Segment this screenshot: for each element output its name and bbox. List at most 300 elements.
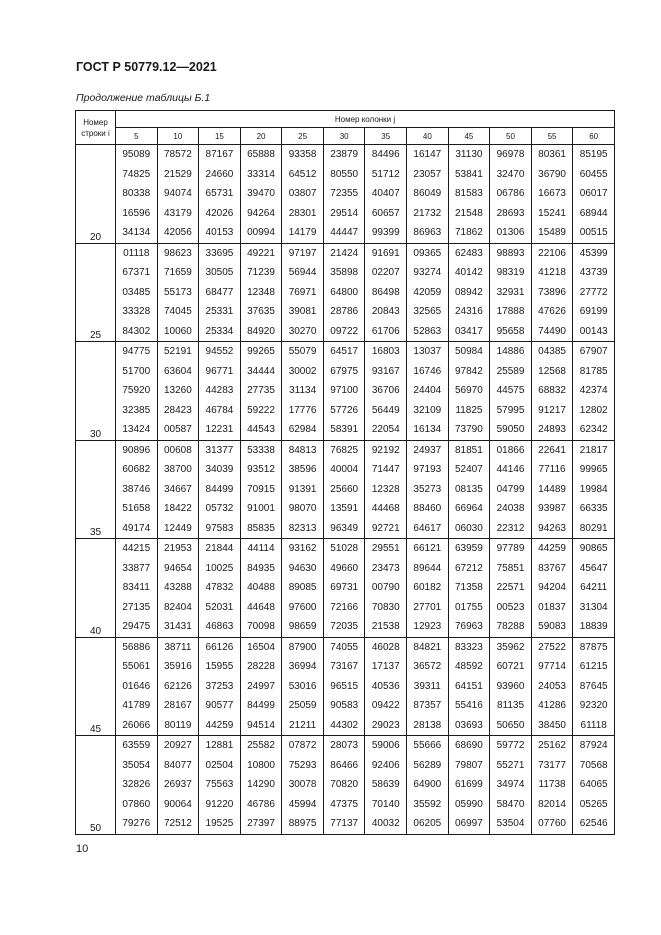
random-number: 71239 — [247, 267, 275, 278]
table-cell — [407, 637, 449, 736]
random-number: 21529 — [163, 168, 192, 180]
random-number: 09365 — [413, 247, 442, 259]
random-number: 44283 — [205, 385, 234, 396]
table-cell — [365, 342, 407, 441]
table-cell — [531, 243, 573, 342]
random-number: 21211 — [289, 719, 317, 731]
random-number: 05265 — [579, 798, 608, 810]
random-number: 72355 — [330, 188, 359, 199]
random-number: 36790 — [538, 168, 566, 180]
random-number: 46863 — [205, 621, 234, 632]
random-number: 21732 — [413, 207, 442, 219]
random-number: 28423 — [163, 404, 192, 416]
table-cell — [199, 736, 241, 835]
random-number: 60721 — [496, 661, 525, 672]
table-cell — [157, 637, 199, 736]
random-number: 21953 — [163, 543, 192, 554]
random-number: 08135 — [455, 483, 483, 495]
random-number: 45399 — [579, 247, 608, 259]
random-number: 68944 — [579, 207, 608, 219]
random-number: 82313 — [288, 522, 317, 534]
random-number: 98070 — [288, 503, 317, 514]
random-number: 93162 — [288, 543, 317, 554]
random-number: 35916 — [163, 661, 192, 672]
table-cell — [199, 637, 241, 736]
random-number: 94514 — [247, 719, 275, 731]
random-number: 34039 — [205, 464, 234, 475]
random-number: 84499 — [247, 700, 275, 711]
random-number: 06997 — [455, 818, 483, 829]
random-number: 96978 — [496, 149, 525, 160]
random-number: 38700 — [163, 464, 192, 475]
random-number: 14290 — [247, 779, 275, 790]
random-number: 75563 — [205, 779, 234, 790]
random-number: 67975 — [330, 365, 359, 377]
random-number: 97714 — [538, 661, 566, 672]
random-number: 10025 — [205, 562, 234, 574]
random-number: 86049 — [413, 188, 442, 199]
table-row-group — [76, 736, 615, 835]
random-number: 94204 — [538, 582, 566, 593]
random-number: 17137 — [371, 661, 400, 672]
table-cell — [407, 145, 449, 244]
random-number: 16746 — [413, 365, 442, 377]
random-number: 22106 — [538, 247, 566, 259]
random-number: 00994 — [247, 227, 275, 238]
random-number: 33695 — [205, 247, 234, 259]
random-number: 87900 — [288, 641, 317, 653]
random-number: 71447 — [371, 464, 400, 475]
random-number: 38450 — [538, 719, 566, 731]
random-number: 98893 — [496, 247, 525, 259]
table-cell — [365, 440, 407, 539]
random-number: 84821 — [413, 641, 442, 653]
random-number: 27397 — [247, 818, 275, 829]
random-number: 42374 — [579, 385, 608, 396]
random-number: 21538 — [371, 621, 400, 632]
random-number: 93512 — [247, 464, 275, 475]
random-number: 25660 — [330, 483, 359, 495]
random-number: 44146 — [496, 464, 525, 475]
random-number: 34444 — [247, 365, 275, 377]
table-cell — [323, 243, 365, 342]
random-number: 74490 — [538, 325, 566, 337]
random-number: 99965 — [579, 464, 608, 475]
random-number: 21548 — [455, 207, 483, 219]
random-number: 87924 — [579, 740, 608, 751]
random-number: 88460 — [413, 503, 442, 514]
table-cell — [282, 145, 324, 244]
random-number: 52191 — [163, 346, 192, 357]
random-number: 12328 — [371, 483, 400, 495]
random-number: 73167 — [330, 661, 359, 672]
random-number: 83411 — [122, 582, 150, 593]
random-number: 62126 — [163, 680, 192, 692]
random-number: 28228 — [247, 661, 275, 672]
random-number: 64512 — [288, 168, 317, 180]
random-number: 84499 — [205, 483, 234, 495]
table-caption: Продолжение таблицы Б.1 — [76, 92, 211, 104]
table-cell — [490, 637, 532, 736]
random-number: 91217 — [538, 404, 566, 416]
table-cell — [448, 342, 490, 441]
random-number: 91391 — [288, 483, 317, 495]
table-cell — [531, 539, 573, 638]
random-number: 56886 — [122, 641, 151, 653]
table-cell — [490, 440, 532, 539]
random-number: 28073 — [330, 740, 359, 751]
random-number: 68690 — [455, 740, 483, 751]
table-cell — [531, 736, 573, 835]
random-number: 37635 — [247, 306, 275, 317]
random-number: 15489 — [538, 227, 566, 238]
random-number: 16134 — [413, 424, 442, 435]
random-number: 29475 — [122, 621, 151, 632]
table-cell — [365, 539, 407, 638]
random-number: 34974 — [496, 779, 525, 790]
random-number: 72512 — [163, 818, 192, 829]
random-number: 14886 — [496, 346, 525, 357]
random-number: 15955 — [205, 661, 234, 672]
table-cell — [573, 637, 615, 736]
random-number: 86963 — [413, 227, 442, 238]
random-number: 09422 — [371, 700, 400, 711]
table-cell — [407, 342, 449, 441]
random-number: 05732 — [205, 503, 234, 514]
table-cell — [157, 440, 199, 539]
random-number: 67371 — [122, 267, 151, 278]
random-number: 20927 — [163, 740, 192, 751]
random-number: 44302 — [330, 719, 359, 731]
random-number: 74825 — [122, 168, 151, 180]
random-number: 40004 — [330, 464, 359, 475]
random-number: 21817 — [579, 444, 608, 456]
random-number: 08942 — [455, 286, 483, 298]
random-number: 84935 — [247, 562, 275, 574]
random-number: 88975 — [288, 818, 317, 829]
random-number: 72035 — [330, 621, 359, 632]
random-number: 35273 — [413, 483, 442, 495]
table-cell — [365, 145, 407, 244]
random-number: 44648 — [247, 601, 275, 613]
random-number: 73177 — [538, 759, 566, 771]
random-number: 10060 — [163, 325, 192, 337]
random-number: 46028 — [371, 641, 400, 653]
random-number: 27701 — [413, 601, 442, 613]
random-number: 84077 — [163, 759, 192, 771]
random-number: 87645 — [579, 680, 608, 692]
random-number: 14179 — [288, 227, 317, 238]
random-number: 83767 — [538, 562, 566, 574]
random-number: 93960 — [496, 680, 525, 692]
random-number: 45994 — [288, 798, 317, 810]
random-number: 04799 — [496, 483, 525, 495]
random-number: 66964 — [455, 503, 483, 514]
table-cell — [573, 243, 615, 342]
random-number: 64900 — [413, 779, 442, 790]
table-cell — [365, 637, 407, 736]
random-number: 18422 — [163, 503, 192, 514]
random-number: 12348 — [247, 286, 275, 298]
random-number: 59772 — [496, 740, 525, 751]
random-number: 25582 — [247, 740, 275, 751]
random-number: 90583 — [330, 700, 359, 711]
random-number: 64065 — [579, 779, 608, 790]
random-number: 36706 — [371, 385, 400, 396]
random-number: 66335 — [579, 503, 608, 514]
random-number: 95658 — [496, 325, 525, 337]
random-number: 23057 — [413, 168, 442, 180]
table-cell — [323, 440, 365, 539]
table-cell — [490, 342, 532, 441]
table-cell — [157, 539, 199, 638]
row-number: 20 — [76, 145, 116, 244]
random-number: 97583 — [205, 522, 234, 534]
random-number: 60682 — [122, 464, 151, 475]
table-cell — [531, 637, 573, 736]
random-number: 40142 — [455, 267, 483, 278]
random-number: 99265 — [247, 346, 275, 357]
random-number: 44543 — [247, 424, 275, 435]
random-number: 82404 — [163, 601, 192, 613]
random-number: 80361 — [538, 149, 566, 160]
random-number: 93274 — [413, 267, 442, 278]
random-number: 76963 — [455, 621, 483, 632]
table-cell — [531, 342, 573, 441]
random-number: 80291 — [579, 522, 608, 534]
random-number: 56289 — [413, 759, 442, 771]
random-number: 12802 — [579, 404, 608, 416]
random-number: 33877 — [122, 562, 151, 574]
table-cell — [157, 342, 199, 441]
random-number: 84496 — [371, 149, 400, 160]
random-number: 24660 — [205, 168, 234, 180]
random-number: 58391 — [330, 424, 359, 435]
table-cell — [240, 440, 282, 539]
random-number: 90064 — [163, 798, 192, 810]
random-number: 24937 — [413, 444, 442, 456]
random-number: 44447 — [330, 227, 359, 238]
random-number: 42059 — [413, 286, 442, 298]
random-number: 96771 — [205, 365, 234, 377]
table-cell — [282, 342, 324, 441]
random-number: 68832 — [538, 385, 566, 396]
column-header: 30 — [323, 128, 365, 145]
table-cell — [490, 736, 532, 835]
random-number: 60455 — [579, 168, 608, 180]
random-number: 93987 — [538, 503, 566, 514]
random-number: 49174 — [122, 522, 151, 534]
random-number: 30002 — [288, 365, 317, 377]
table-cell — [282, 637, 324, 736]
table-cell — [365, 736, 407, 835]
random-number: 13591 — [330, 503, 359, 514]
random-number: 64211 — [580, 582, 608, 593]
random-number: 00790 — [371, 582, 400, 593]
random-number: 81785 — [579, 365, 608, 377]
random-number: 94630 — [288, 562, 317, 574]
random-number: 39311 — [413, 680, 441, 692]
table-cell — [407, 243, 449, 342]
random-number: 09722 — [330, 325, 359, 337]
table-cell — [531, 145, 573, 244]
table-cell — [116, 637, 158, 736]
random-number: 03807 — [288, 188, 317, 199]
random-number: 44575 — [496, 385, 525, 396]
random-number: 26937 — [163, 779, 192, 790]
random-number: 30078 — [288, 779, 317, 790]
random-number: 84813 — [288, 444, 317, 456]
random-number: 40407 — [371, 188, 400, 199]
random-number: 55666 — [413, 740, 442, 751]
random-number: 12449 — [163, 522, 192, 534]
random-number: 84920 — [247, 325, 275, 337]
table-cell — [157, 145, 199, 244]
random-number: 25589 — [496, 365, 525, 377]
random-number: 01646 — [122, 680, 151, 692]
random-number: 51700 — [122, 365, 151, 377]
random-number: 27735 — [247, 385, 275, 396]
random-number: 99399 — [371, 227, 400, 238]
table-cell — [531, 440, 573, 539]
random-number: 01755 — [455, 601, 483, 613]
random-number: 64617 — [413, 522, 442, 534]
random-number: 12923 — [413, 621, 442, 632]
random-number: 36994 — [288, 661, 317, 672]
table-cell — [407, 736, 449, 835]
random-number: 62984 — [288, 424, 317, 435]
random-number: 35962 — [496, 641, 525, 653]
table-cell — [199, 440, 241, 539]
random-number: 44259 — [538, 543, 566, 554]
random-number: 35054 — [122, 759, 151, 771]
random-number: 24997 — [247, 680, 275, 692]
random-number: 83323 — [455, 641, 483, 653]
random-number: 32385 — [122, 404, 151, 416]
random-number: 01837 — [538, 601, 566, 613]
table-cell — [240, 736, 282, 835]
random-number: 18839 — [579, 621, 608, 632]
random-number: 96349 — [330, 522, 359, 534]
random-number: 11738 — [538, 779, 566, 790]
random-number: 61706 — [371, 325, 400, 337]
random-number: 24053 — [538, 680, 566, 692]
random-number: 82014 — [538, 798, 566, 810]
table-cell — [240, 637, 282, 736]
table-cell — [323, 736, 365, 835]
row-number: 50 — [76, 736, 116, 835]
table-cell — [116, 243, 158, 342]
random-number: 95089 — [122, 149, 151, 160]
table-cell — [116, 440, 158, 539]
random-number: 90577 — [205, 700, 234, 711]
column-header: 35 — [365, 128, 407, 145]
random-number: 28138 — [413, 719, 442, 731]
random-number: 42026 — [205, 207, 234, 219]
random-number: 20843 — [371, 306, 400, 317]
row-number: 25 — [76, 243, 116, 342]
table-cell — [573, 440, 615, 539]
table-cell — [448, 440, 490, 539]
random-number: 44259 — [205, 719, 234, 731]
random-number: 12568 — [538, 365, 566, 377]
random-number: 03485 — [122, 286, 151, 298]
random-number: 70830 — [371, 601, 400, 613]
random-number: 75293 — [288, 759, 317, 771]
random-number: 94263 — [538, 522, 566, 534]
random-number: 16147 — [413, 149, 442, 160]
random-number: 62342 — [579, 424, 608, 435]
table-cell — [490, 539, 532, 638]
row-number-header — [76, 111, 116, 145]
random-number: 43739 — [579, 267, 608, 278]
random-number: 91691 — [371, 247, 400, 259]
random-number: 32826 — [122, 779, 151, 790]
random-number: 01118 — [123, 247, 150, 259]
random-number: 17888 — [496, 306, 525, 317]
table-cell — [157, 243, 199, 342]
random-number: 94552 — [205, 346, 234, 357]
table-row-group — [76, 440, 615, 539]
random-number: 63559 — [122, 740, 151, 751]
random-number: 07872 — [288, 740, 317, 751]
random-number: 55416 — [455, 700, 483, 711]
table-cell — [407, 539, 449, 638]
random-number: 57726 — [330, 404, 359, 416]
random-number: 41218 — [538, 267, 566, 278]
table-cell — [448, 243, 490, 342]
random-number: 13424 — [122, 424, 151, 435]
random-number: 06786 — [496, 188, 525, 199]
random-number: 25334 — [205, 325, 234, 337]
random-number: 61118 — [580, 719, 607, 731]
random-number: 41286 — [538, 700, 566, 711]
random-number: 36572 — [413, 661, 442, 672]
random-number: 11825 — [455, 404, 483, 416]
random-number: 29514 — [330, 207, 359, 219]
random-number: 92192 — [371, 444, 400, 456]
random-number: 55061 — [122, 661, 151, 672]
column-header: 25 — [282, 128, 324, 145]
table-row-group — [76, 539, 615, 638]
random-number: 67212 — [455, 562, 483, 574]
table-cell — [199, 342, 241, 441]
random-number: 40488 — [247, 582, 275, 593]
random-number: 21424 — [330, 247, 359, 259]
random-number: 37253 — [205, 680, 234, 692]
random-number: 30270 — [288, 325, 317, 337]
column-number-header: Номер колонки j — [116, 111, 615, 128]
random-number: 49660 — [330, 562, 359, 574]
random-number: 35898 — [330, 267, 359, 278]
table-row-group — [76, 145, 615, 244]
table-cell — [573, 736, 615, 835]
random-number: 98659 — [288, 621, 317, 632]
table-cell — [448, 145, 490, 244]
table-cell — [490, 145, 532, 244]
random-number: 60657 — [371, 207, 400, 219]
random-number: 32565 — [413, 306, 442, 317]
random-number: 00587 — [163, 424, 192, 435]
table-cell — [448, 637, 490, 736]
random-number: 59006 — [371, 740, 400, 751]
table-cell — [282, 539, 324, 638]
random-number: 22312 — [496, 522, 525, 534]
random-number: 13260 — [163, 385, 192, 396]
random-number: 62546 — [579, 818, 608, 829]
random-number: 51658 — [122, 503, 151, 514]
random-number: 94074 — [163, 188, 192, 199]
